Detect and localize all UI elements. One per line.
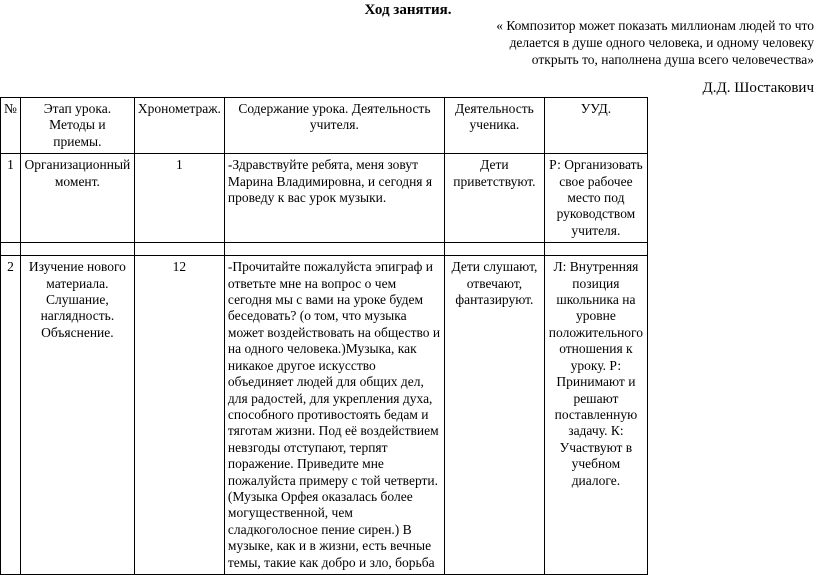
row-teacher: -Прочитайте пожалуйста эпиграф и ответьте мне на вопрос о чем сегодня мы с вами на уроке будем беседовать? (о том, что музыка может воздействовать на общество и на одного человека.)Музыка, как никакое другое искусство объединяет людей для общих дел, для радостей, для укрепления духа, способного противостоять бедам и тяготам жизни. Под её воздействием невзгоды отступают, терпят поражение. Приведите мне пожалуйста примеру с той четверти. (Музыка Орфея оказалась более могущественной, чем сладкоголосное пение сирен.) В музыке, как и в жизни, есть вечные темы, такие как добро и зло, борьба	[224, 256, 444, 575]
row-timing: 12	[134, 256, 224, 575]
header-teacher: Содержание урока. Деятельность учителя.	[224, 98, 444, 154]
table-row	[1, 256, 648, 575]
header-timing: Хронометраж.	[134, 98, 224, 154]
header-stage: Этап урока. Методы и приемы.	[20, 98, 134, 154]
row-stage: Изучение нового материала. Слушание, наглядность. Объяснение.	[20, 256, 134, 575]
epigraph-quote: « Композитор может показать миллионам людей то что делается в душе одного человека, и одному человеку открыть то, наполнена душа всего человечества»	[496, 18, 814, 67]
row-num: 2	[1, 256, 21, 575]
row-student: Дети слушают, отвечают, фантазируют.	[444, 256, 544, 575]
row-uud: Л: Внутренняя позиция школьника на уровне положительного отношения к уроку. Р: Принимают и решают поставленную задачу. К: Участвуют в учебном диалоге.	[544, 256, 647, 575]
header-uud: УУД.	[544, 98, 647, 154]
row-num: 1	[1, 154, 21, 243]
header-num: №	[1, 98, 21, 154]
table-row	[1, 154, 648, 243]
epigraph-author: Д.Д. Шостакович	[702, 80, 814, 96]
header-student: Деятельность ученика.	[444, 98, 544, 154]
row-teacher: -Здравствуйте ребята, меня зовут Марина Владимировна, и сегодня я проведу к вас урок музыки.	[224, 154, 444, 243]
row-separator	[1, 243, 648, 256]
row-stage: Организационный момент.	[20, 154, 134, 243]
lesson-plan-table	[0, 97, 648, 575]
row-student: Дети приветствуют.	[444, 154, 544, 243]
row-timing: 1	[134, 154, 224, 243]
table-header-row	[1, 98, 648, 154]
page-title: Ход занятия.	[364, 2, 452, 18]
row-uud: Р: Организовать свое рабочее место под руководством учителя.	[544, 154, 647, 243]
